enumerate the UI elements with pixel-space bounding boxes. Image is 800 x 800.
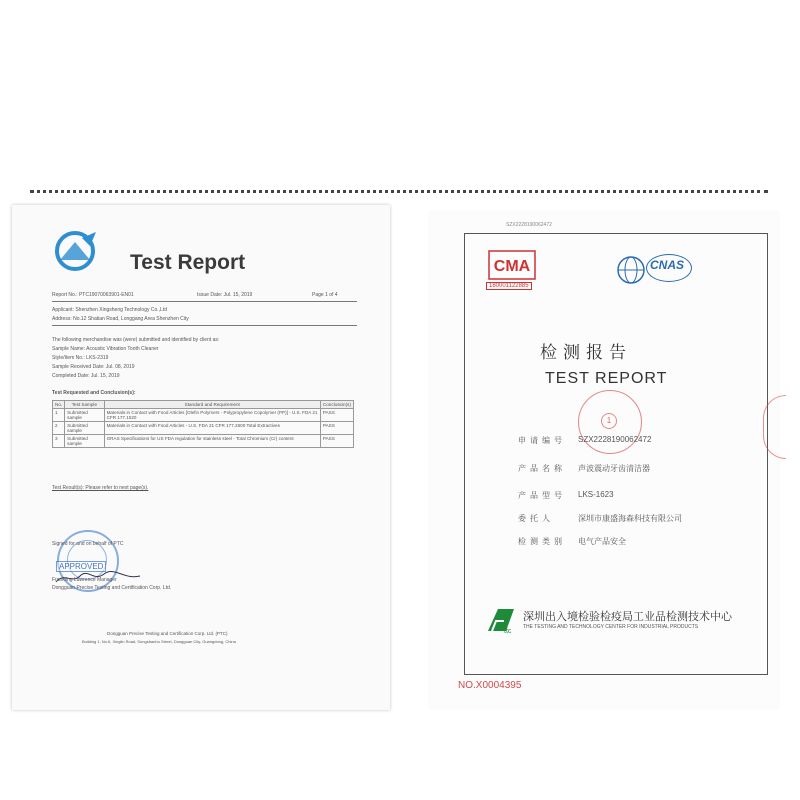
table-header-row [53,401,354,409]
results-note: Test Result(s): Please refer to next page(s). [52,485,149,491]
cell-result: PASS [320,435,353,448]
report-title: Test Report [130,251,246,274]
red-seal-stamp: 1 [578,390,642,454]
footer-address: Building 1, No.6, Xinglin Road, Songshanhu Street, Dongguan City, Guangdong, China [82,639,236,644]
signer-name: Frankling Lawrence Manager [52,577,117,583]
testing-center-english: THE TESTING AND TECHNOLOGY CENTER FOR INDUSTRIAL PRODUCTS [523,624,699,630]
cell-sample: Submitted sample [65,422,104,435]
chinese-test-report-document [428,210,780,710]
cell-standard: Materials in Contact with Food Articles [Olefin Polymers - Polypropylene Copolymer (PP)] - U.S. FDA 21 CFR 177.1520 [104,409,320,422]
sample-name: Sample Name: Acoustic Vibration Tooth Cleaner [52,346,159,352]
field-value: 电气产品安全 [578,537,626,546]
ettc-label: ttc [504,628,512,635]
table-row [53,422,354,435]
globe-icon [616,255,646,285]
testing-center-chinese: 深圳出入境检验检疫局工业品检测技术中心 [523,611,732,623]
header-cell: Test Sample [65,401,104,409]
ptc-test-report-document [12,205,390,710]
page-number: Page 1 of 4 [312,292,338,298]
top-report-number: SZX2228190062472 [506,222,552,228]
dotted-divider [30,190,768,193]
rule [52,325,357,326]
title-english: TEST REPORT [545,370,668,387]
company-name: Dongguan Precise Testing and Certification Corp. Ltd. [52,585,172,591]
field-value: 深圳市康盛海森科技有限公司 [578,514,682,523]
cell-no: 2 [53,422,65,435]
style-number: Style/Item No.: LKS-2319 [52,355,109,361]
ptc-logo-icon [50,230,100,272]
field-label: 委托人 [518,514,554,523]
results-table [52,400,354,448]
header-cell: No. [53,401,65,409]
table-row [53,435,354,448]
received-date: Sample Received Date: Jul. 08, 2019 [52,364,135,370]
cell-no: 1 [53,409,65,422]
cma-number: 180001122885 [486,282,532,290]
intro-text: The following merchandise was (were) submitted and identified by client as: [52,337,220,343]
field-label: 申请编号 [518,436,566,445]
applicant: Applicant: Shenzhen Xingsheng Technology Co.,Ltd [52,307,167,313]
title-chinese: 检测报告 [540,343,632,363]
cell-sample: Submitted sample [65,409,104,422]
approved-stamp: APPROVED [56,561,106,572]
issue-date: Issue Date: Jul. 15, 2019 [197,292,253,298]
cell-standard: GRAS Specifications for US FDA regulation for stainless steel - Total Chromium (Cr) content [104,435,320,448]
edge-red-stamp [763,395,786,459]
cell-standard: Materials in Contact with Food Articles - U.S. FDA 21 CFR 177.2600 Total Extractives [104,422,320,435]
cell-result: PASS [320,422,353,435]
cell-no: 3 [53,435,65,448]
field-value: 声波震动牙齿清洁器 [578,464,650,473]
ettc-logo-icon [484,605,518,635]
serial-number: NO.X0004395 [458,680,522,691]
rule [52,301,357,302]
field-label: 检测类别 [518,537,566,546]
cma-text: CMA [493,258,531,275]
field-label: 产品型号 [518,491,566,500]
cell-result: PASS [320,409,353,422]
field-value: LKS-1623 [578,490,614,499]
cell-sample: Submitted sample [65,435,104,448]
field-value: SZX2228190062472 [578,435,652,444]
table-row [53,409,354,422]
cnas-logo: CNAS [650,258,685,272]
footer-company: Dongguan Precise Testing and Certification Corp. Ltd. (PTC) [107,631,228,636]
section-title: Test Requested and Conclusion(s): [52,390,136,396]
field-label: 产品名称 [518,464,566,473]
completed-date: Completed Date: Jul. 15, 2019 [52,373,120,379]
header-cell: Standard and Requirement [104,401,320,409]
signed-for: Signed for and on behalf of PTC [52,541,124,547]
address: Address: No.12 Shatian Road, Longgang Area Shenzhen City [52,316,189,322]
header-cell: Conclusion(s) [320,401,353,409]
report-number: Report No.: PTC19070063901-EN01 [52,292,134,298]
cma-logo-icon [488,250,536,280]
